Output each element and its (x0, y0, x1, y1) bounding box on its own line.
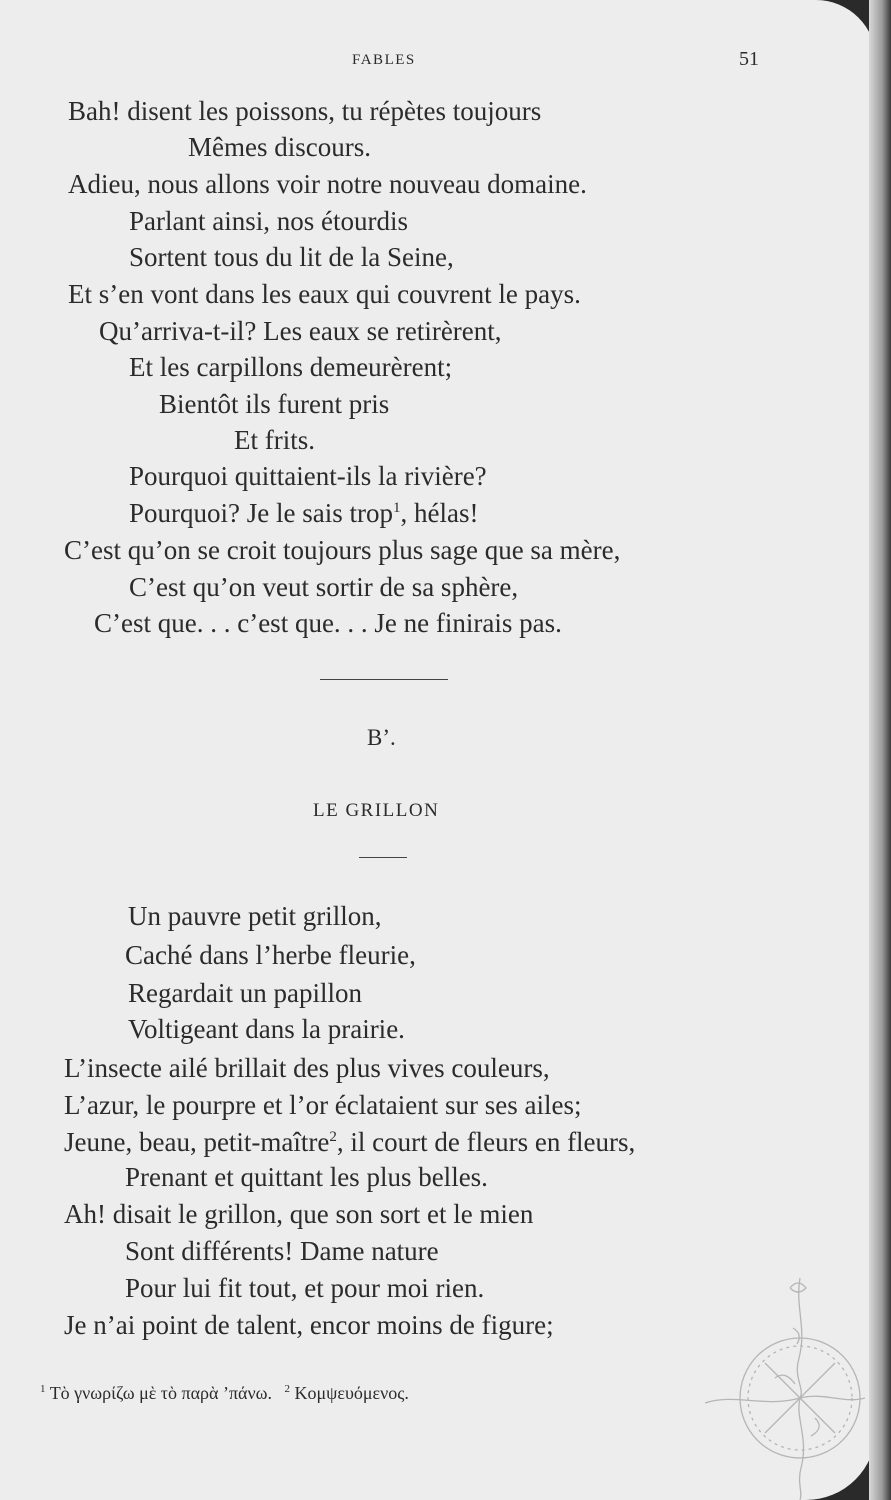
fable-title: LE GRILLON (313, 800, 440, 821)
page-number: 51 (739, 48, 759, 70)
page-header (0, 48, 891, 72)
verse-line: Et les carpillons demeurèrent; (129, 352, 453, 382)
section-divider (320, 679, 448, 680)
verse-line: Sortent tous du lit de la Seine, (129, 242, 454, 272)
verse-line: C’est qu’on se croit toujours plus sage que sa mère, (64, 535, 621, 565)
verse-text: Pourquoi? Je le sais trop (129, 498, 393, 528)
running-title: FABLES (352, 52, 416, 68)
verse-text: , hélas! (400, 498, 479, 528)
verse-line: Un pauvre petit grillon, (128, 901, 382, 931)
verse-line: Mêmes discours. (188, 132, 371, 162)
verse-line: Bientôt ils furent pris (159, 389, 390, 419)
verse-line: Pourquoi quittaient-ils la rivière? (129, 461, 487, 491)
page-edge-shadow (869, 0, 891, 1500)
footnote-mark: 2 (284, 1383, 290, 1395)
verse-text: , il court de fleurs en fleurs, (336, 1127, 636, 1157)
footnote-text: Κομψευόμενος. (294, 1383, 409, 1403)
verse-line: Et s’en vont dans les eaux qui couvrent le pays. (68, 279, 581, 309)
verse-line: Bah! disent les poissons, tu répètes toujours (68, 96, 542, 126)
verse-line: L’insecte ailé brillait des plus vives couleurs, (64, 1053, 550, 1083)
verse-line: Prenant et quittant les plus belles. (125, 1162, 488, 1192)
title-rule (359, 857, 407, 858)
verse-line: Voltigeant dans la prairie. (128, 1014, 405, 1044)
footnote-mark: 2 (329, 1129, 337, 1145)
verse-line: Parlant ainsi, nos étourdis (129, 206, 408, 236)
footnote-text: Τὸ γνωρίζω μὲ τὸ παρὰ ’πάνω. (49, 1383, 272, 1403)
footnote-mark: 1 (392, 500, 401, 516)
verse-line: Regardait un papillon (128, 978, 362, 1008)
verse-line: Ah! disait le grillon, que son sort et le mien (64, 1199, 534, 1229)
verse-line: Sont différents! Dame nature (125, 1236, 439, 1266)
compass-rose-watermark (705, 1268, 865, 1500)
verse-text: Jeune, beau, petit-maître (64, 1127, 330, 1157)
verse-line-with-note (129, 497, 478, 529)
verse-line: Et frits. (234, 425, 315, 455)
verse-line: L’azur, le pourpre et l’or éclataient sur ses ailes; (64, 1090, 582, 1120)
footnotes (40, 1383, 409, 1404)
verse-line: Qu’arriva-t-il? Les eaux se retirèrent, (99, 316, 502, 346)
verse-line: C’est qu’on veut sortir de sa sphère, (129, 572, 519, 602)
section-number: B’. (367, 725, 396, 750)
verse-line: Je n’ai point de talent, encor moins de figure; (64, 1310, 554, 1340)
verse-line: Pour lui fit tout, et pour moi rien. (125, 1273, 485, 1303)
verse-line-with-note (64, 1126, 635, 1158)
verse-line: Adieu, nous allons voir notre nouveau domaine. (68, 169, 587, 199)
footnote-mark: 1 (40, 1383, 46, 1395)
verse-line: C’est que. . . c’est que. . . Je ne finirais pas. (94, 608, 562, 638)
verse-line: Caché dans l’herbe fleurie, (125, 940, 416, 970)
